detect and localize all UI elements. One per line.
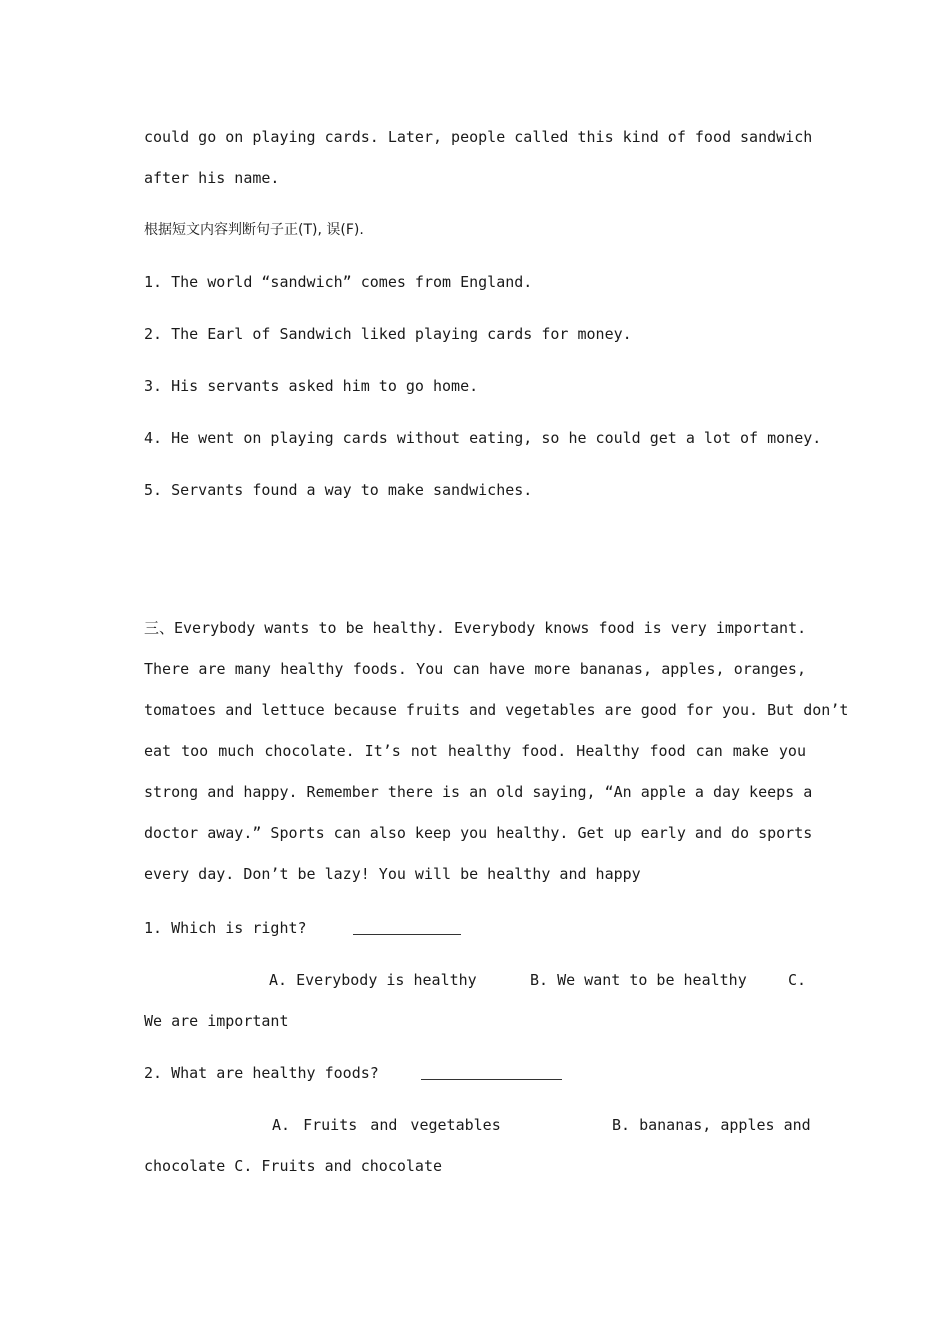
tf-instruction: 根据短文内容判断句子正(T), 误(F).: [144, 222, 364, 238]
tf-item: 2. The Earl of Sandwich liked playing cards for money.: [144, 325, 632, 343]
q1-option-b: B. We want to be healthy: [530, 971, 747, 989]
passage-line: strong and happy. Remember there is an old saying, “An apple a day keeps a: [144, 783, 813, 801]
passage-line: tomatoes and lettuce because fruits and vegetables are good for you. But don’t: [144, 701, 849, 719]
passage-line: could go on playing cards. Later, people called this kind of food sandwich: [144, 128, 813, 146]
answer-blank[interactable]: [353, 920, 461, 935]
question-text: 1. Which is right?: [144, 919, 307, 937]
q2-option-a: A. Fruits and vegetables: [272, 1116, 501, 1134]
question-1: [144, 918, 806, 938]
passage-line: after his name.: [144, 169, 280, 187]
tf-item: 5. Servants found a way to make sandwiches.: [144, 481, 533, 499]
answer-blank[interactable]: [421, 1065, 562, 1080]
q1-option-c-cont: We are important: [144, 1012, 289, 1030]
passage-line: There are many healthy foods. You can have more bananas, apples, oranges,: [144, 660, 806, 678]
tf-item: 1. The world “sandwich” comes from England.: [144, 273, 533, 291]
tf-item: 3. His servants asked him to go home.: [144, 377, 479, 395]
passage-line: doctor away.” Sports can also keep you healthy. Get up early and do sports: [144, 824, 813, 842]
q2-option-b-cont: chocolate C. Fruits and chocolate: [144, 1157, 443, 1175]
passage-line: eat too much chocolate. It’s not healthy food. Healthy food can make you: [144, 742, 806, 760]
q1-option-c: C.: [788, 971, 807, 989]
passage-line: every day. Don’t be lazy! You will be healthy and happy: [144, 865, 641, 883]
q2-option-b: B. bananas, apples and: [612, 1116, 811, 1134]
passage-line: 三、Everybody wants to be healthy. Everybody knows food is very important.: [144, 619, 807, 637]
q1-option-a: A. Everybody is healthy: [269, 971, 477, 989]
tf-item: 4. He went on playing cards without eating, so he could get a lot of money.: [144, 429, 822, 447]
question-text: 2. What are healthy foods?: [144, 1064, 379, 1082]
